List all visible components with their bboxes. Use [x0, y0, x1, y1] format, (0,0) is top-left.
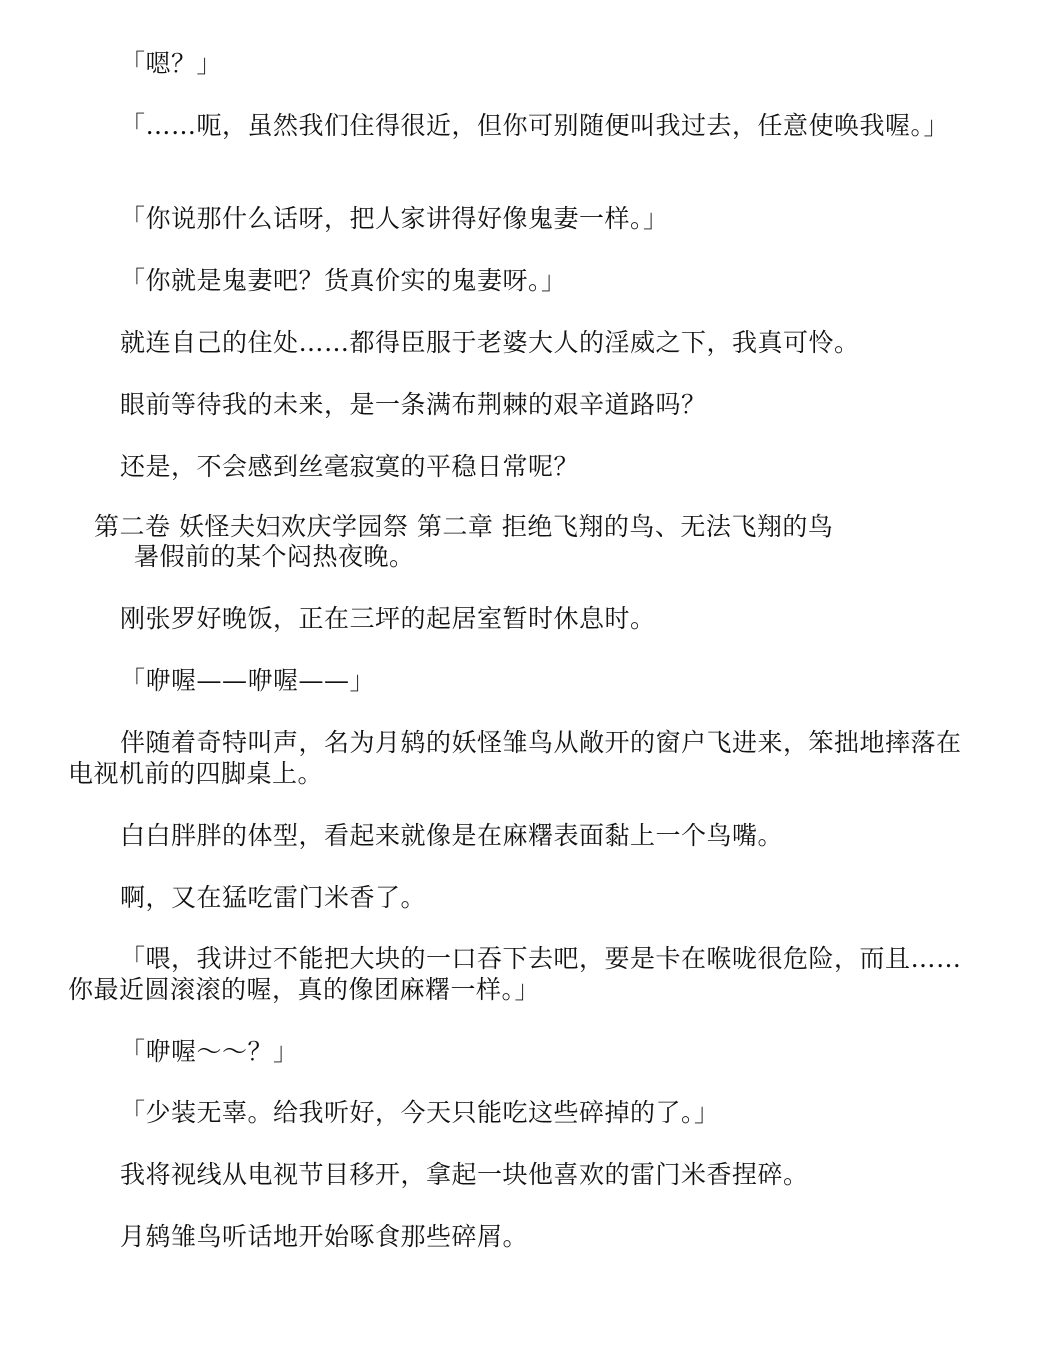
paragraph: 「咿喔——咿喔——」 — [120, 666, 376, 695]
paragraph: 「喂，我讲过不能把大块的一口吞下去吧，要是卡在喉咙很危险，而且……你最近圆滚滚的喔，真的像团麻糬一样。」 — [68, 944, 962, 1004]
chapter-heading: 第二卷 妖怪夫妇欢庆学园祭 第二章 拒绝飞翔的鸟、无法飞翔的鸟 — [94, 512, 834, 541]
paragraph: 眼前等待我的未来，是一条满布荆棘的艰辛道路吗？ — [120, 390, 707, 419]
paragraph: 「你就是鬼妻吧？货真价实的鬼妻呀。」 — [120, 266, 567, 295]
paragraph: 「嗯？」 — [120, 49, 223, 78]
paragraph: 「……呃，虽然我们住得很近，但你可别随便叫我过去，任意使唤我喔。」 — [120, 111, 950, 140]
paragraph: 伴随着奇特叫声，名为月鸫的妖怪雏鸟从敞开的窗户飞进来，笨拙地摔落在电视机前的四脚桌上。 — [68, 728, 962, 788]
paragraph: 刚张罗好晚饭，正在三坪的起居室暂时休息时。 — [120, 604, 656, 633]
paragraph: 白白胖胖的体型，看起来就像是在麻糬表面黏上一个鸟嘴。 — [120, 821, 784, 850]
paragraph: 我将视线从电视节目移开，拿起一块他喜欢的雷门米香捏碎。 — [120, 1160, 809, 1189]
paragraph: 「少装无辜。给我听好，今天只能吃这些碎掉的了。」 — [120, 1098, 720, 1127]
paragraph: 月鸫雏鸟听话地开始啄食那些碎屑。 — [120, 1222, 529, 1251]
paragraph: 暑假前的某个闷热夜晚。 — [134, 542, 415, 571]
paragraph: 「咿喔～～？」 — [120, 1037, 299, 1066]
paragraph: 就连自己的住处……都得臣服于老婆大人的淫威之下，我真可怜。 — [120, 328, 860, 357]
paragraph: 「你说那什么话呀，把人家讲得好像鬼妻一样。」 — [120, 204, 669, 233]
paragraph: 啊，又在猛吃雷门米香了。 — [120, 883, 427, 912]
paragraph: 还是，不会感到丝毫寂寞的平稳日常呢？ — [120, 452, 580, 481]
